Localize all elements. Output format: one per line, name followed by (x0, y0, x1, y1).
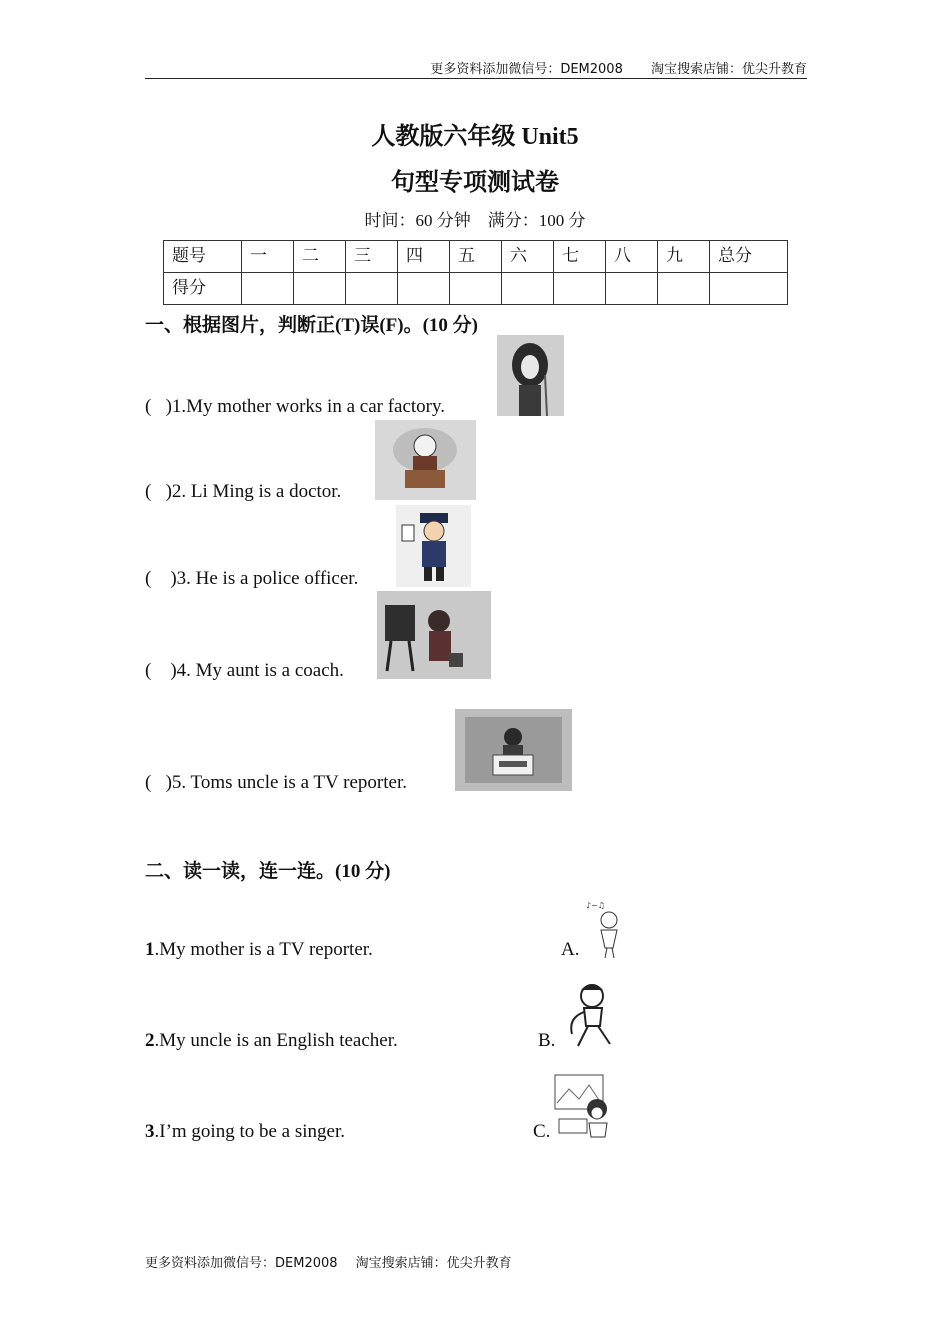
score-input-cell[interactable] (294, 273, 346, 305)
question-5: ( )5. Toms uncle is a TV reporter. (145, 772, 407, 793)
match-item-text: .My uncle is an English teacher. (154, 1030, 398, 1051)
match-item-3 (145, 1121, 345, 1143)
painter-picture-icon (377, 591, 491, 679)
match-item-text: .I’m going to be a singer. (154, 1121, 345, 1142)
section-2-heading: 二、读一读，连一连。(10 分) (145, 861, 391, 882)
police-officer-picture-icon (396, 505, 471, 587)
singer-picture-icon (497, 335, 564, 416)
score-input-cell[interactable] (710, 273, 788, 305)
score-cell: 题号 (164, 241, 242, 273)
singing-girl-icon (583, 898, 625, 960)
score-cell: 九 (658, 241, 710, 273)
score-input-cell[interactable] (606, 273, 658, 305)
match-item-2 (145, 1030, 398, 1052)
teacher-picture-icon (375, 420, 476, 500)
question-1: ( )1.My mother works in a car factory. (145, 396, 446, 417)
match-option-c: C. (533, 1121, 551, 1142)
question-3: ( )3. He is a police officer. (145, 568, 359, 589)
page-header (145, 58, 807, 79)
footer-wechat: 更多资料添加微信号：DEM2008 (145, 1256, 338, 1271)
score-input-cell[interactable] (242, 273, 294, 305)
score-cell: 七 (554, 241, 606, 273)
score-cell: 得分 (164, 273, 242, 305)
score-input-cell[interactable] (346, 273, 398, 305)
score-cell: 一 (242, 241, 294, 273)
question-4: ( )4. My aunt is a coach. (145, 660, 344, 681)
section-1-heading: 一、根据图片，判断正(T)误(F)。(10 分) (145, 315, 478, 336)
header-wechat: 更多资料添加微信号：DEM2008 (430, 62, 623, 77)
score-cell: 六 (502, 241, 554, 273)
score-cell: 四 (398, 241, 450, 273)
score-input-cell[interactable] (658, 273, 710, 305)
page-subtitle: 句型专项测试卷 (391, 170, 559, 196)
match-item-1 (145, 939, 373, 961)
score-table-score-row (164, 273, 788, 305)
match-option-b: B. (538, 1030, 556, 1051)
score-cell: 五 (450, 241, 502, 273)
score-cell: 八 (606, 241, 658, 273)
score-cell: 二 (294, 241, 346, 273)
match-item-number: 1 (145, 939, 155, 960)
match-item-number: 2 (145, 1030, 155, 1051)
score-input-cell[interactable] (450, 273, 502, 305)
score-cell: 三 (346, 241, 398, 273)
header-shop: 淘宝搜索店铺：优尖升教育 (650, 62, 807, 77)
score-cell: 总分 (710, 241, 788, 273)
svg-text:♪~♫: ♪~♫ (586, 901, 605, 910)
page-footer (145, 1252, 526, 1271)
dancing-child-icon (558, 978, 622, 1050)
score-input-cell[interactable] (554, 273, 606, 305)
score-input-cell[interactable] (502, 273, 554, 305)
news-reporter-picture-icon (455, 709, 572, 791)
match-item-number: 3 (145, 1121, 155, 1142)
question-2: ( )2. Li Ming is a doctor. (145, 481, 342, 502)
match-option-a: A. (561, 939, 580, 960)
score-table-header-row (164, 241, 788, 273)
score-input-cell[interactable] (398, 273, 450, 305)
score-table (163, 240, 788, 305)
girl-reading-icon (553, 1069, 615, 1139)
footer-shop: 淘宝搜索店铺：优尖升教育 (355, 1256, 512, 1271)
page-title: 人教版六年级 Unit5 (371, 124, 579, 150)
match-item-text: .My mother is a TV reporter. (154, 939, 373, 960)
exam-meta: 时间：60 分钟 满分：100 分 (364, 211, 586, 230)
